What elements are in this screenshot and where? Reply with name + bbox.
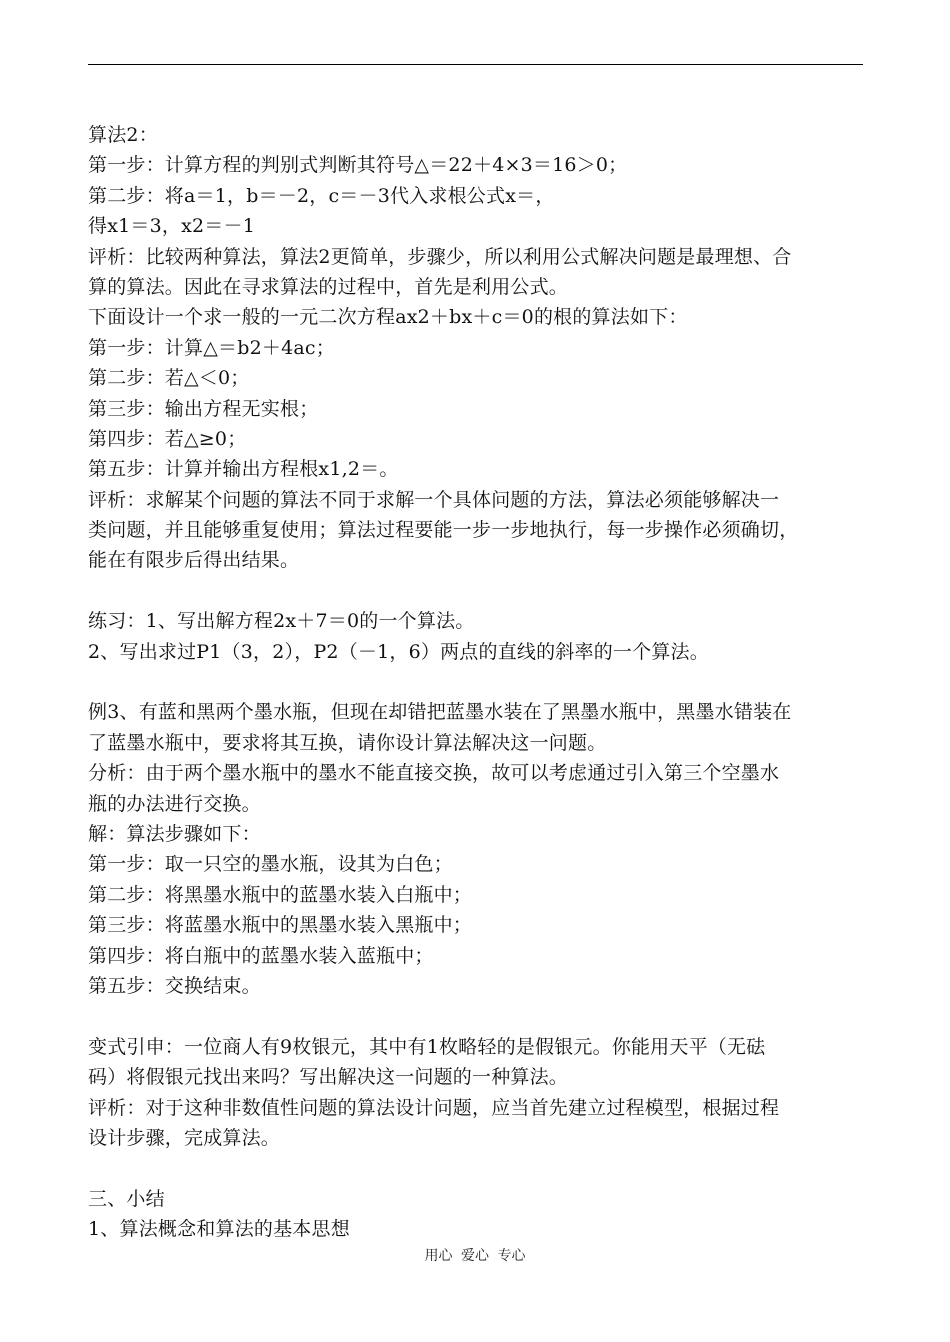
text-line: 评析：比较两种算法，算法2更简单，步骤少，所以利用公式解决问题是最理想、合	[88, 245, 792, 268]
text-line: 变式引申：一位商人有9枚银元，其中有1枚略轻的是假银元。你能用天平（无砝	[88, 1035, 766, 1058]
text-line: 第一步：计算△＝b2＋4ac；	[88, 336, 335, 359]
text-line: 例3、有蓝和黑两个墨水瓶，但现在却错把蓝墨水装在了黑墨水瓶中，黑墨水错装在	[88, 701, 792, 724]
text-line: 得x1＝3，x2＝－1	[88, 215, 255, 238]
text-line: 评析：求解某个问题的算法不同于求解一个具体问题的方法，算法必须能够解决一	[88, 488, 780, 511]
text-line: 类问题，并且能够重复使用；算法过程要能一步一步地执行，每一步操作必须确切，	[88, 519, 799, 542]
blank-line	[88, 1001, 864, 1031]
text-line: 第三步：将蓝墨水瓶中的黑墨水装入黑瓶中；	[88, 914, 473, 937]
text-line: 能在有限步后得出结果。	[88, 549, 300, 572]
section-heading: 三、小结	[88, 1187, 165, 1210]
text-line: 下面设计一个求一般的一元二次方程ax2＋bx＋c＝0的根的算法如下：	[88, 306, 688, 329]
text-line: 第五步：交换结束。	[88, 974, 261, 997]
text-line: 码）将假银元找出来吗？写出解决这一问题的一种算法。	[88, 1066, 569, 1089]
text-line: 第二步：若△＜0；	[88, 367, 250, 390]
text-line: 瓶的办法进行交换。	[88, 792, 261, 815]
text-line: 练习：1、写出解方程2x＋7＝0的一个算法。	[88, 610, 475, 633]
text-line: 第五步：计算并输出方程根x1,2＝。	[88, 458, 399, 481]
text-line: 2、写出求过P1（3，2），P2（－1，6）两点的直线的斜率的一个算法。	[88, 640, 709, 663]
text-line: 第四步：若△≥0；	[88, 427, 247, 450]
text-line: 设计步骤，完成算法。	[88, 1126, 281, 1149]
header-rule	[88, 64, 863, 65]
blank-line	[88, 667, 864, 697]
text-line: 第三步：输出方程无实根；	[88, 397, 319, 420]
text-line: 第一步：计算方程的判别式判断其符号△＝22＋4×3＝16＞0；	[88, 154, 628, 177]
text-line: 了蓝墨水瓶中，要求将其互换，请你设计算法解决这一问题。	[88, 731, 607, 754]
blank-line	[88, 1153, 864, 1183]
blank-line	[88, 576, 864, 606]
text-line: 分析：由于两个墨水瓶中的墨水不能直接交换，故可以考虑通过引入第三个空墨水	[88, 762, 780, 785]
text-line: 算的算法。因此在寻求算法的过程中，首先是利用公式。	[88, 275, 569, 298]
text-line: 解：算法步骤如下：	[88, 822, 261, 845]
text-line: 第二步：将黑墨水瓶中的蓝墨水装入白瓶中；	[88, 883, 473, 906]
text-line: 1、算法概念和算法的基本思想	[88, 1218, 350, 1241]
text-line: 第二步：将a＝1，b＝－2，c＝－3代入求根公式x＝，	[88, 184, 555, 207]
page-footer: 用心 爱心 专心	[424, 1248, 526, 1264]
text-line: 第一步：取一只空的墨水瓶，设其为白色；	[88, 853, 453, 876]
text-line: 第四步：将白瓶中的蓝墨水装入蓝瓶中；	[88, 944, 434, 967]
text-line: 算法2：	[88, 124, 158, 146]
document-body	[88, 120, 864, 1244]
text-line: 评析：对于这种非数值性问题的算法设计问题，应当首先建立过程模型，根据过程	[88, 1096, 780, 1119]
